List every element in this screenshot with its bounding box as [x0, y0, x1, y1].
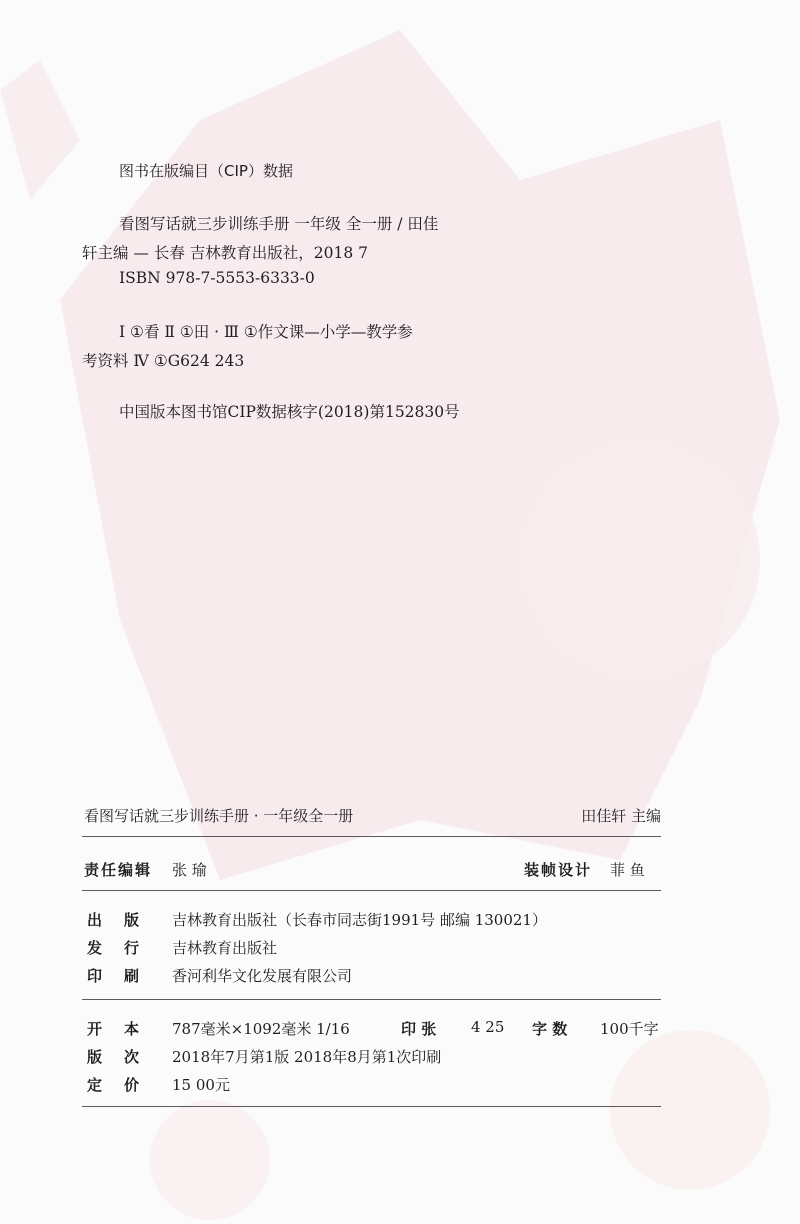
- cip-line-5: 考资料 Ⅳ ①G624 243: [82, 352, 245, 370]
- divider: [82, 890, 661, 891]
- book-author: 田佳轩 主编: [581, 807, 661, 825]
- price-value: 15 00元: [172, 1076, 230, 1094]
- format-value: 787毫米×1092毫米 1/16: [172, 1020, 350, 1038]
- words-value: 100千字: [600, 1020, 659, 1038]
- words-label: 字 数: [532, 1020, 568, 1038]
- publisher-value: 吉林教育出版社（长春市同志街1991号 邮编 130021）: [172, 911, 547, 929]
- editor-value: 张 瑜: [172, 861, 207, 879]
- divider: [82, 999, 661, 1000]
- divider: [82, 1106, 661, 1107]
- design-value: 菲 鱼: [610, 861, 645, 879]
- sheets-value: 4 25: [471, 1018, 505, 1036]
- edition-value: 2018年7月第1版 2018年8月第1次印刷: [172, 1048, 442, 1066]
- edition-label: 版次: [87, 1048, 162, 1066]
- distributor-label: 发行: [87, 939, 162, 957]
- sheets-label: 印 张: [401, 1020, 437, 1038]
- divider: [82, 836, 661, 837]
- book-title: 看图写话就三步训练手册 · 一年级全一册: [84, 807, 354, 825]
- editor-label: 责任编辑: [84, 861, 153, 879]
- printer-label: 印刷: [87, 967, 162, 985]
- format-label: 开本: [87, 1020, 162, 1038]
- printer-value: 香河利华文化发展有限公司: [172, 967, 353, 985]
- publisher-label: 出版: [87, 911, 162, 929]
- cip-line-1: 看图写话就三步训练手册 一年级 全一册 / 田佳: [119, 215, 439, 233]
- price-label: 定价: [87, 1076, 162, 1094]
- distributor-value: 吉林教育出版社: [172, 939, 278, 957]
- cip-line-2: 轩主编 — 长春 吉林教育出版社，2018 7: [82, 244, 369, 262]
- design-label: 装帧设计: [524, 861, 593, 879]
- cip-title: 图书在版编目（CIP）数据: [119, 162, 293, 180]
- cip-line-4: Ⅰ ①看 Ⅱ ①田 · Ⅲ ①作文课—小学—教学参: [119, 323, 413, 341]
- cip-line-6: 中国版本图书馆CIP数据核字(2018)第152830号: [119, 403, 460, 421]
- cip-line-3: ISBN 978-7-5553-6333-0: [119, 269, 315, 287]
